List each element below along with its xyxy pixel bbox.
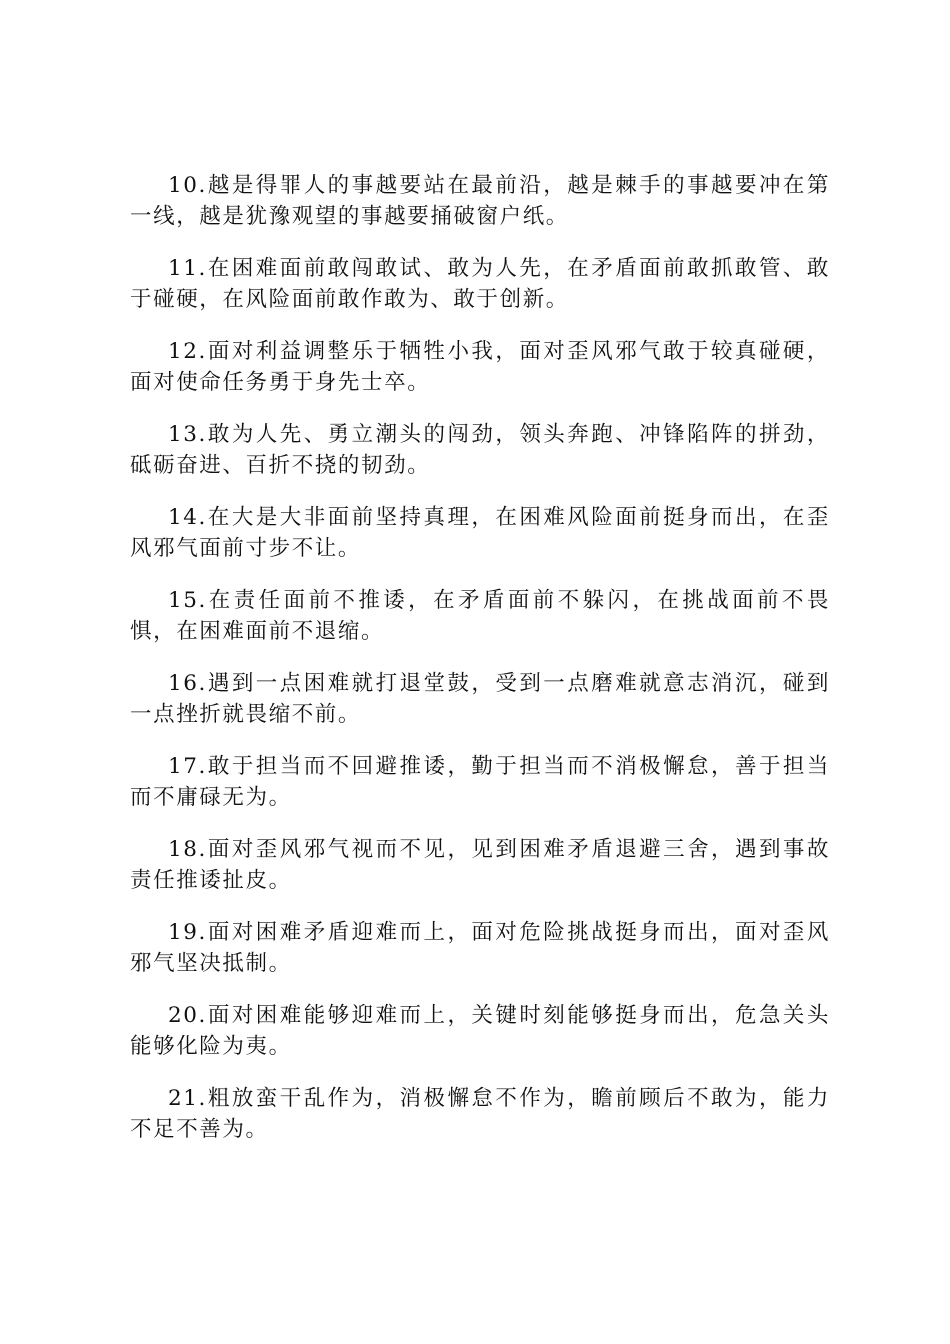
paragraph-12: 12.面对利益调整乐于牺牲小我，面对歪风邪气敢于较真碰硬，面对使命任务勇于身先士卒。 — [130, 339, 830, 395]
paragraph-15: 15.在责任面前不推诿，在矛盾面前不躲闪，在挑战面前不畏惧，在困难面前不退缩。 — [130, 588, 830, 644]
paragraph-10: 10.越是得罪人的事越要站在最前沿，越是棘手的事越要冲在第一线，越是犹豫观望的事越要捅破窗户纸。 — [130, 173, 830, 229]
document-body — [130, 170, 830, 1166]
paragraph-13: 13.敢为人先、勇立潮头的闯劲，领头奔跑、冲锋陷阵的拼劲，砥砺奋进、百折不挠的韧劲。 — [130, 422, 830, 478]
paragraph-17: 17.敢于担当而不回避推诿，勤于担当而不消极懈怠，善于担当而不庸碌无为。 — [130, 754, 830, 810]
paragraph-14: 14.在大是大非面前坚持真理，在困难风险面前挺身而出，在歪风邪气面前寸步不让。 — [130, 505, 830, 561]
paragraph-18: 18.面对歪风邪气视而不见，见到困难矛盾退避三舍，遇到事故责任推诿扯皮。 — [130, 837, 830, 893]
paragraph-19: 19.面对困难矛盾迎难而上，面对危险挑战挺身而出，面对歪风邪气坚决抵制。 — [130, 920, 830, 976]
paragraph-16: 16.遇到一点困难就打退堂鼓，受到一点磨难就意志消沉，碰到一点挫折就畏缩不前。 — [130, 671, 830, 727]
paragraph-11: 11.在困难面前敢闯敢试、敢为人先，在矛盾面前敢抓敢管、敢于碰硬，在风险面前敢作敢为、敢于创新。 — [130, 256, 830, 312]
paragraph-20: 20.面对困难能够迎难而上，关键时刻能够挺身而出，危急关头能够化险为夷。 — [130, 1003, 830, 1059]
paragraph-21: 21.粗放蛮干乱作为，消极懈怠不作为，瞻前顾后不敢为，能力不足不善为。 — [130, 1086, 830, 1142]
